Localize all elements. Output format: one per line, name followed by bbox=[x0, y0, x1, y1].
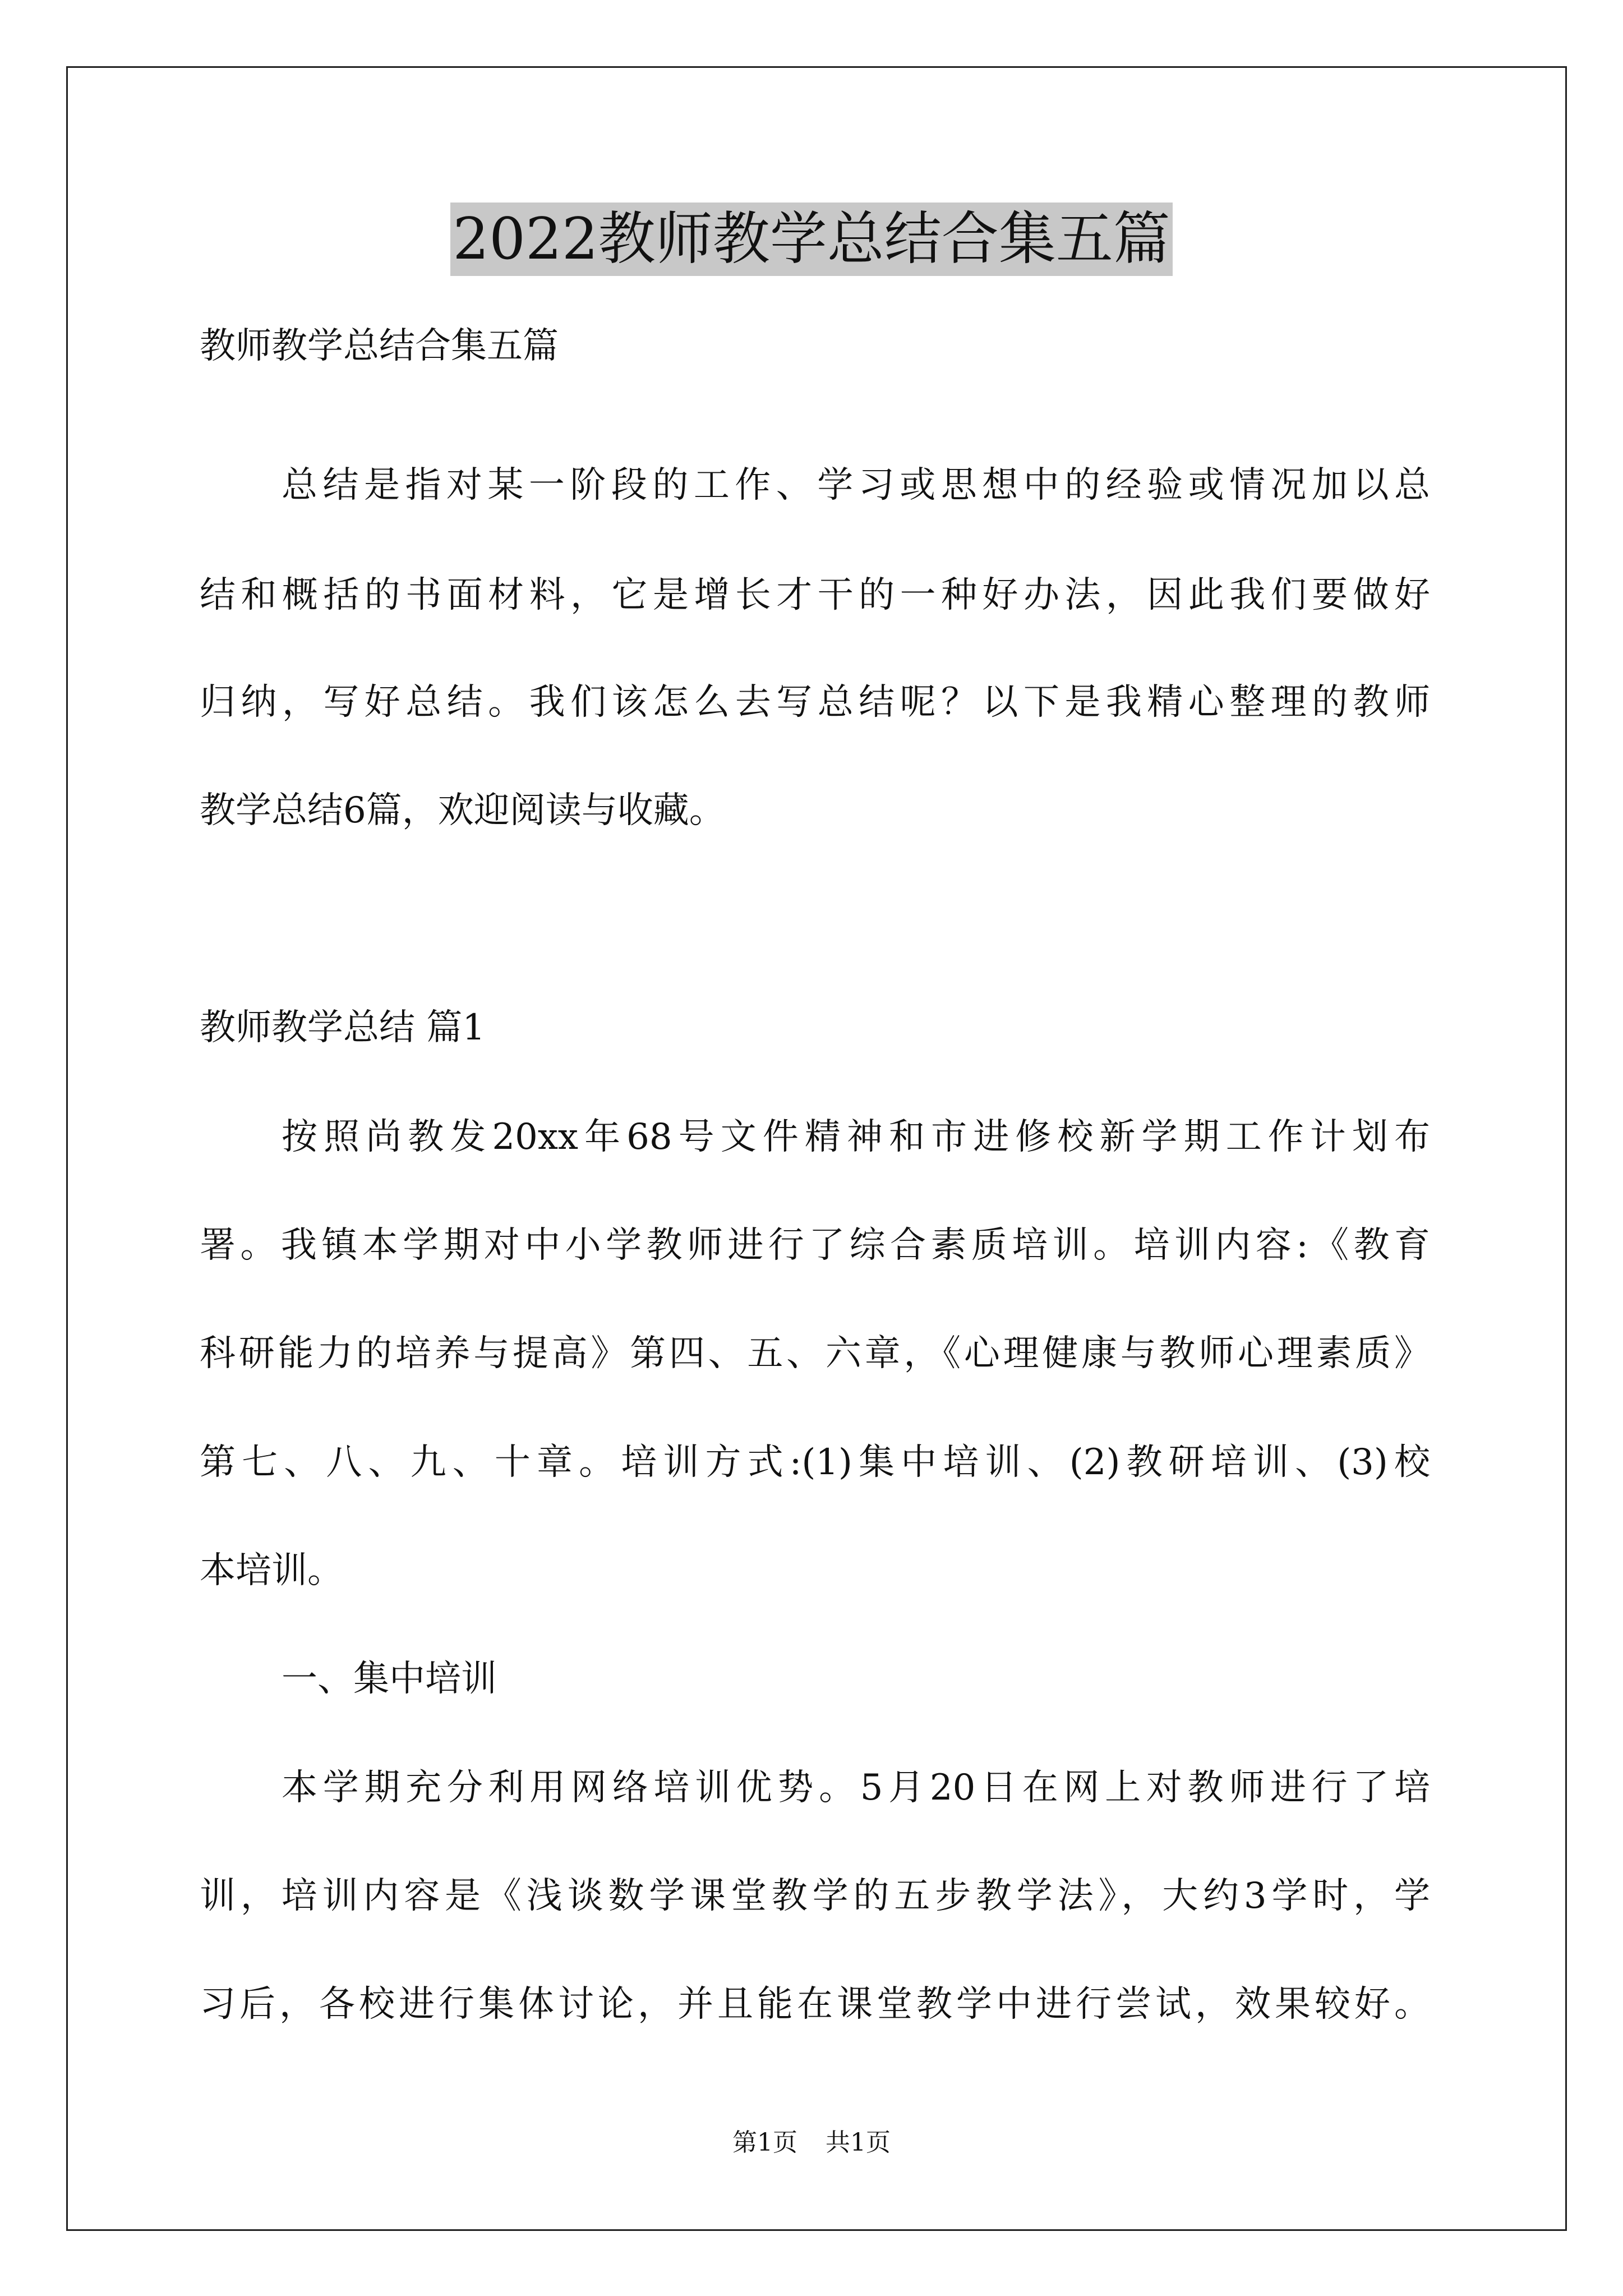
intro-line-2: 结和概括的书面材料，它是增长才干的一种好办法，因此我们要做好 bbox=[200, 574, 1430, 616]
para2-line-3: 习后，各校进行集体讨论，并且能在课堂教学中进行尝试，效果较好。 bbox=[200, 1984, 1430, 2025]
intro-line-4: 教学总结6篇，欢迎阅读与收藏。 bbox=[200, 790, 725, 831]
page-total: 共1页 bbox=[826, 2128, 891, 2157]
intro-line-1: 总结是指对某一阶段的工作、学习或思想中的经验或情况加以总 bbox=[282, 464, 1430, 506]
document-title bbox=[0, 203, 1623, 276]
body-line-5: 本培训。 bbox=[200, 1550, 343, 1591]
intro-line-3: 归纳，写好总结。我们该怎么去写总结呢？以下是我精心整理的教师 bbox=[200, 682, 1430, 723]
document-subtitle: 教师教学总结合集五篇 bbox=[200, 325, 559, 367]
body-line-3: 科研能力的培养与提高》第四、五、六章，《心理健康与教师心理素质》 bbox=[200, 1333, 1430, 1374]
body-line-2: 署。我镇本学期对中小学教师进行了综合素质培训。培训内容:《教育 bbox=[200, 1225, 1430, 1266]
para2-line-1: 本学期充分利用网络培训优势。5月20日在网上对教师进行了培 bbox=[282, 1767, 1430, 1809]
subheading: 一、集中培训 bbox=[282, 1658, 497, 1700]
body-line-1: 按照尚教发20xx年68号文件精神和市进修校新学期工作计划布 bbox=[282, 1116, 1430, 1158]
section-heading: 教师教学总结 篇1 bbox=[200, 1007, 486, 1048]
page-footer bbox=[0, 2126, 1623, 2160]
para2-line-2: 训，培训内容是《浅谈数学课堂教学的五步教学法》，大约3学时，学 bbox=[200, 1875, 1430, 1917]
page-number: 第1页 bbox=[732, 2128, 797, 2157]
document-title-text: 2022教师教学总结合集五篇 bbox=[450, 203, 1173, 276]
body-line-4: 第七、八、九、十章。培训方式:(1)集中培训、(2)教研培训、(3)校 bbox=[200, 1442, 1430, 1483]
